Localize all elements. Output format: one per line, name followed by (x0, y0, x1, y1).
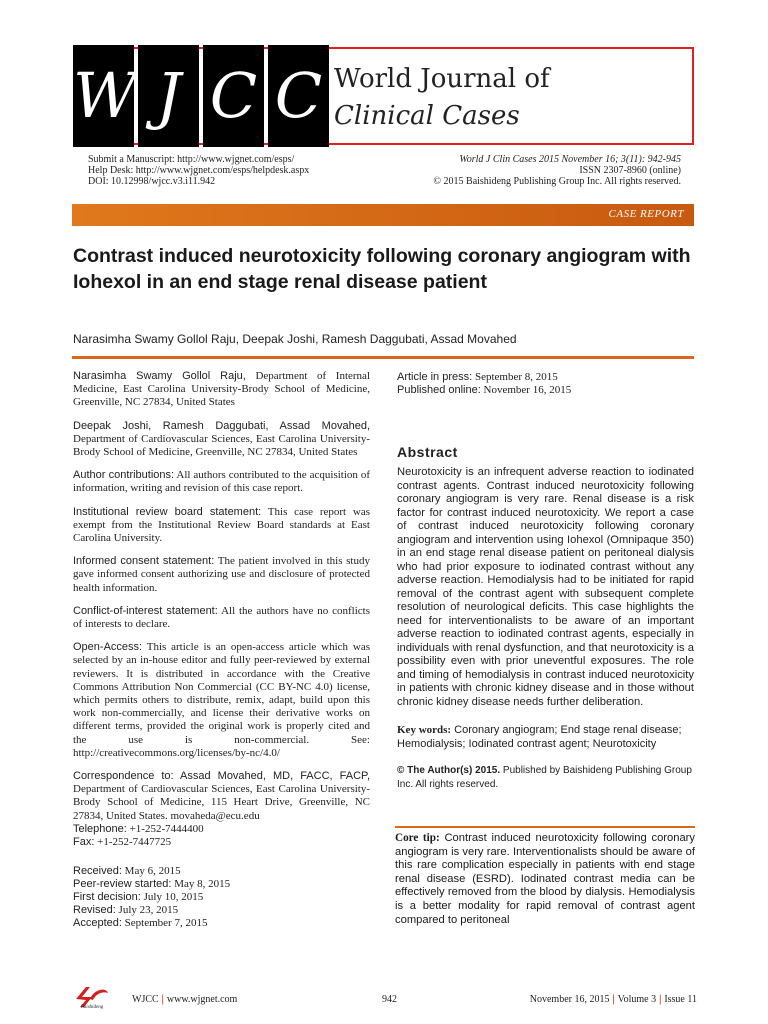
accepted-value: September 7, 2015 (121, 917, 208, 930)
statement-text: All the authors have no conflicts of interests to declare. (73, 604, 370, 631)
logo-letter: C (203, 45, 264, 147)
affiliation-text: Department of Internal Medicine, East Carolina University-Brody School of Medicine, Greenville, NC 27834, United States (73, 370, 370, 409)
correspondence-name: Assad Movahed, MD, FACC, FACP, (173, 770, 370, 783)
copyright-label: © The Author(s) 2015. (397, 765, 501, 776)
keywords-label: Key words: (397, 724, 452, 736)
fax-label: Fax: (73, 836, 95, 849)
fax-value: +1-252-7447725 (94, 836, 172, 849)
consent-statement (73, 555, 370, 595)
telephone-value: +1-252-7444400 (126, 822, 204, 835)
journal-logo (73, 45, 333, 147)
statement-text: All authors contributed to the acquisition of information, writing and revision of this case report. (73, 469, 370, 495)
telephone-label: Telephone: (73, 822, 127, 835)
issn-line: ISSN 2307-8960 (online) (579, 165, 681, 176)
first-decision-value: July 10, 2015 (140, 891, 204, 904)
core-tip-label: Core tip: (395, 832, 440, 844)
author-list: Narasimha Swamy Gollol Raju, Deepak Joshi, Ramesh Daggubati, Assad Movahed (73, 332, 517, 346)
accepted-label: Accepted: (73, 917, 122, 930)
footer-separator: | (161, 994, 164, 1005)
statement-label: Correspondence to: (73, 770, 174, 783)
statement-label: Conflict-of-interest statement: (73, 604, 218, 617)
page-number: 942 (382, 994, 397, 1005)
revised-label: Revised: (73, 904, 116, 917)
statement-text: This article is an open-access article which was selected by an in-house editor and fully peer-reviewed by external reviewers. It is distributed in accordance with the Creative Commons Attribution Non Commercial (CC BY-NC 4.0) license, which permits others to distribute, remix, adapt, build upon this work non-commercially, and license their derivative works on different terms, provided the original work is properly cited and the use is non-commercial. See: http://creativecommons.org/licenses/by-nc/4.0/ (73, 641, 370, 759)
statement-label: Institutional review board statement: (73, 505, 262, 518)
footer-date: November 16, 2015 (529, 994, 610, 1005)
footer-separator: | (659, 994, 662, 1005)
left-column (73, 370, 370, 930)
author-contributions (73, 469, 370, 495)
copyright-text: Published by Baishideng Publishing Group Inc. All rights reserved. (397, 765, 692, 790)
online-value: November 16, 2015 (480, 384, 572, 396)
core-tip (395, 826, 695, 927)
affiliation-names: Narasimha Swamy Gollol Raju, (73, 370, 246, 382)
footer-volume: Volume 3 (617, 994, 657, 1005)
keywords-text: Coronary angiogram; End stage renal disease; Hemodialysis; Iodinated contrast agent; Neurotoxicity (397, 724, 682, 750)
article-dates (73, 865, 370, 930)
citation-line: World J Clin Cases 2015 November 16; 3(11): 942-945 (459, 154, 681, 165)
footer-journal-abbr: WJCC (132, 994, 159, 1005)
publication-dates (397, 371, 694, 397)
abstract-heading: Abstract (397, 444, 458, 460)
telephone (73, 823, 370, 836)
submit-link[interactable]: Submit a Manuscript: http://www.wjgnet.com/esps/ (88, 154, 295, 165)
core-tip-text: Contrast induced neurotoxicity following coronary angiogram is very rare. Interventionalists should be aware of this rare complication especially in patients with end stage renal disease (ESRD). Iodinated contrast media can be effectively removed from the blood by dialysis. Hemodialysis is a better modality for rapid removal of contrast agent compared to peritoneal (395, 832, 695, 926)
journal-name-line1: World Journal of (334, 64, 550, 94)
peer-review-label: Peer-review started: (73, 878, 172, 891)
journal-name-line2: Clinical Cases (334, 101, 520, 131)
conflict-statement (73, 605, 370, 631)
article-title: Contrast induced neurotoxicity following coronary angiogram with Iohexol in an end stage renal disease patient (73, 245, 691, 293)
footer-issue-info (530, 994, 697, 1005)
statement-text: The patient involved in this study gave informed consent authorizing use and disclosure of protected health information. (73, 555, 370, 594)
received-value: May 6, 2015 (121, 865, 181, 878)
doi-text: DOI: 10.12998/wjcc.v3.i11.942 (88, 176, 216, 187)
first-decision-label: First decision: (73, 891, 141, 904)
logo-letter: J (138, 45, 199, 147)
keywords (397, 723, 694, 751)
affiliation-text: Department of Cardiovascular Sciences, East Carolina University-Brody School of Medicine, Greenville, NC 27834, United States (73, 432, 370, 459)
right-column (397, 371, 694, 792)
fax (73, 836, 370, 849)
help-desk-link[interactable]: Help Desk: http://www.wjgnet.com/esps/helpdesk.aspx (88, 165, 310, 176)
logo-letter: W (73, 45, 134, 147)
statement-label: Informed consent statement: (73, 555, 215, 568)
section-banner (72, 204, 694, 226)
open-access-statement (73, 641, 370, 760)
abstract-text: Neurotoxicity is an infrequent adverse reaction to iodinated contrast agents. Contrast induced neurotoxicity following coronary angiogram is very rare. Renal disease is a risk factor for contrast induced neurotoxicity. We report a case of contrast induced neurotoxicity following coronary angiogram and intervention using Iohexol (Omnipaque 350) in an end stage renal disease patient on peritoneal dialysis who had prior exposure to iodinated contrast without any adverse reaction. Hemodialysis had to be initiated for rapid removal of the contrast agent with subsequent complete resolution of neurological deficits. This case highlights the need for interventionalists to be aware of an important adverse reaction to iodinated contrast agents, especially in individuals with renal dysfunction, and that neurotoxicity is a possibility even with prior uneventful exposures. The role and timing of hemodialysis in contrast induced neurotoxicity in patients with chronic kidney disease and in those without chronic kidney disease needs further deliberation. (397, 466, 694, 708)
statement-text: This case report was exempt from the Institutional Review Board standards at East Carolina University. (73, 505, 370, 545)
copyright-notice (397, 764, 694, 792)
footer-site-link[interactable]: www.wjgnet.com (166, 994, 238, 1005)
affiliation-2 (73, 420, 370, 460)
affiliation-names: Deepak Joshi, Ramesh Daggubati, Assad Movahed, (73, 419, 370, 432)
online-label: Published online: (397, 384, 481, 396)
copyright-line: © 2015 Baishideng Publishing Group Inc. All rights reserved. (433, 176, 681, 187)
in-press-value: September 8, 2015 (472, 371, 558, 383)
divider (72, 356, 694, 359)
footer-separator: | (612, 994, 615, 1005)
submission-info (88, 154, 309, 187)
statement-label: Author contributions: (73, 469, 175, 482)
publisher-logo-icon (72, 985, 112, 1009)
affiliation-1 (73, 370, 370, 410)
footer-journal (132, 994, 237, 1005)
peer-review-value: May 8, 2015 (171, 878, 231, 891)
correspondence-address: Department of Cardiovascular Sciences, East Carolina University-Brody School of Medicine, 115 Heart Drive, Greenville, NC 27834, United States. movaheda@ecu.edu (73, 783, 370, 822)
correspondence (73, 770, 370, 823)
revised-value: July 23, 2015 (115, 904, 179, 917)
footer-issue: Issue 11 (664, 994, 697, 1005)
page-footer (72, 993, 697, 1009)
publisher-logo-text: Baishideng (80, 1005, 104, 1009)
section-label: CASE REPORT (608, 208, 684, 220)
in-press-label: Article in press: (397, 371, 473, 383)
received-label: Received: (73, 865, 122, 878)
logo-letter: C (268, 45, 329, 147)
irb-statement (73, 506, 370, 546)
citation-info (433, 154, 681, 187)
statement-label: Open-Access: (73, 641, 143, 654)
